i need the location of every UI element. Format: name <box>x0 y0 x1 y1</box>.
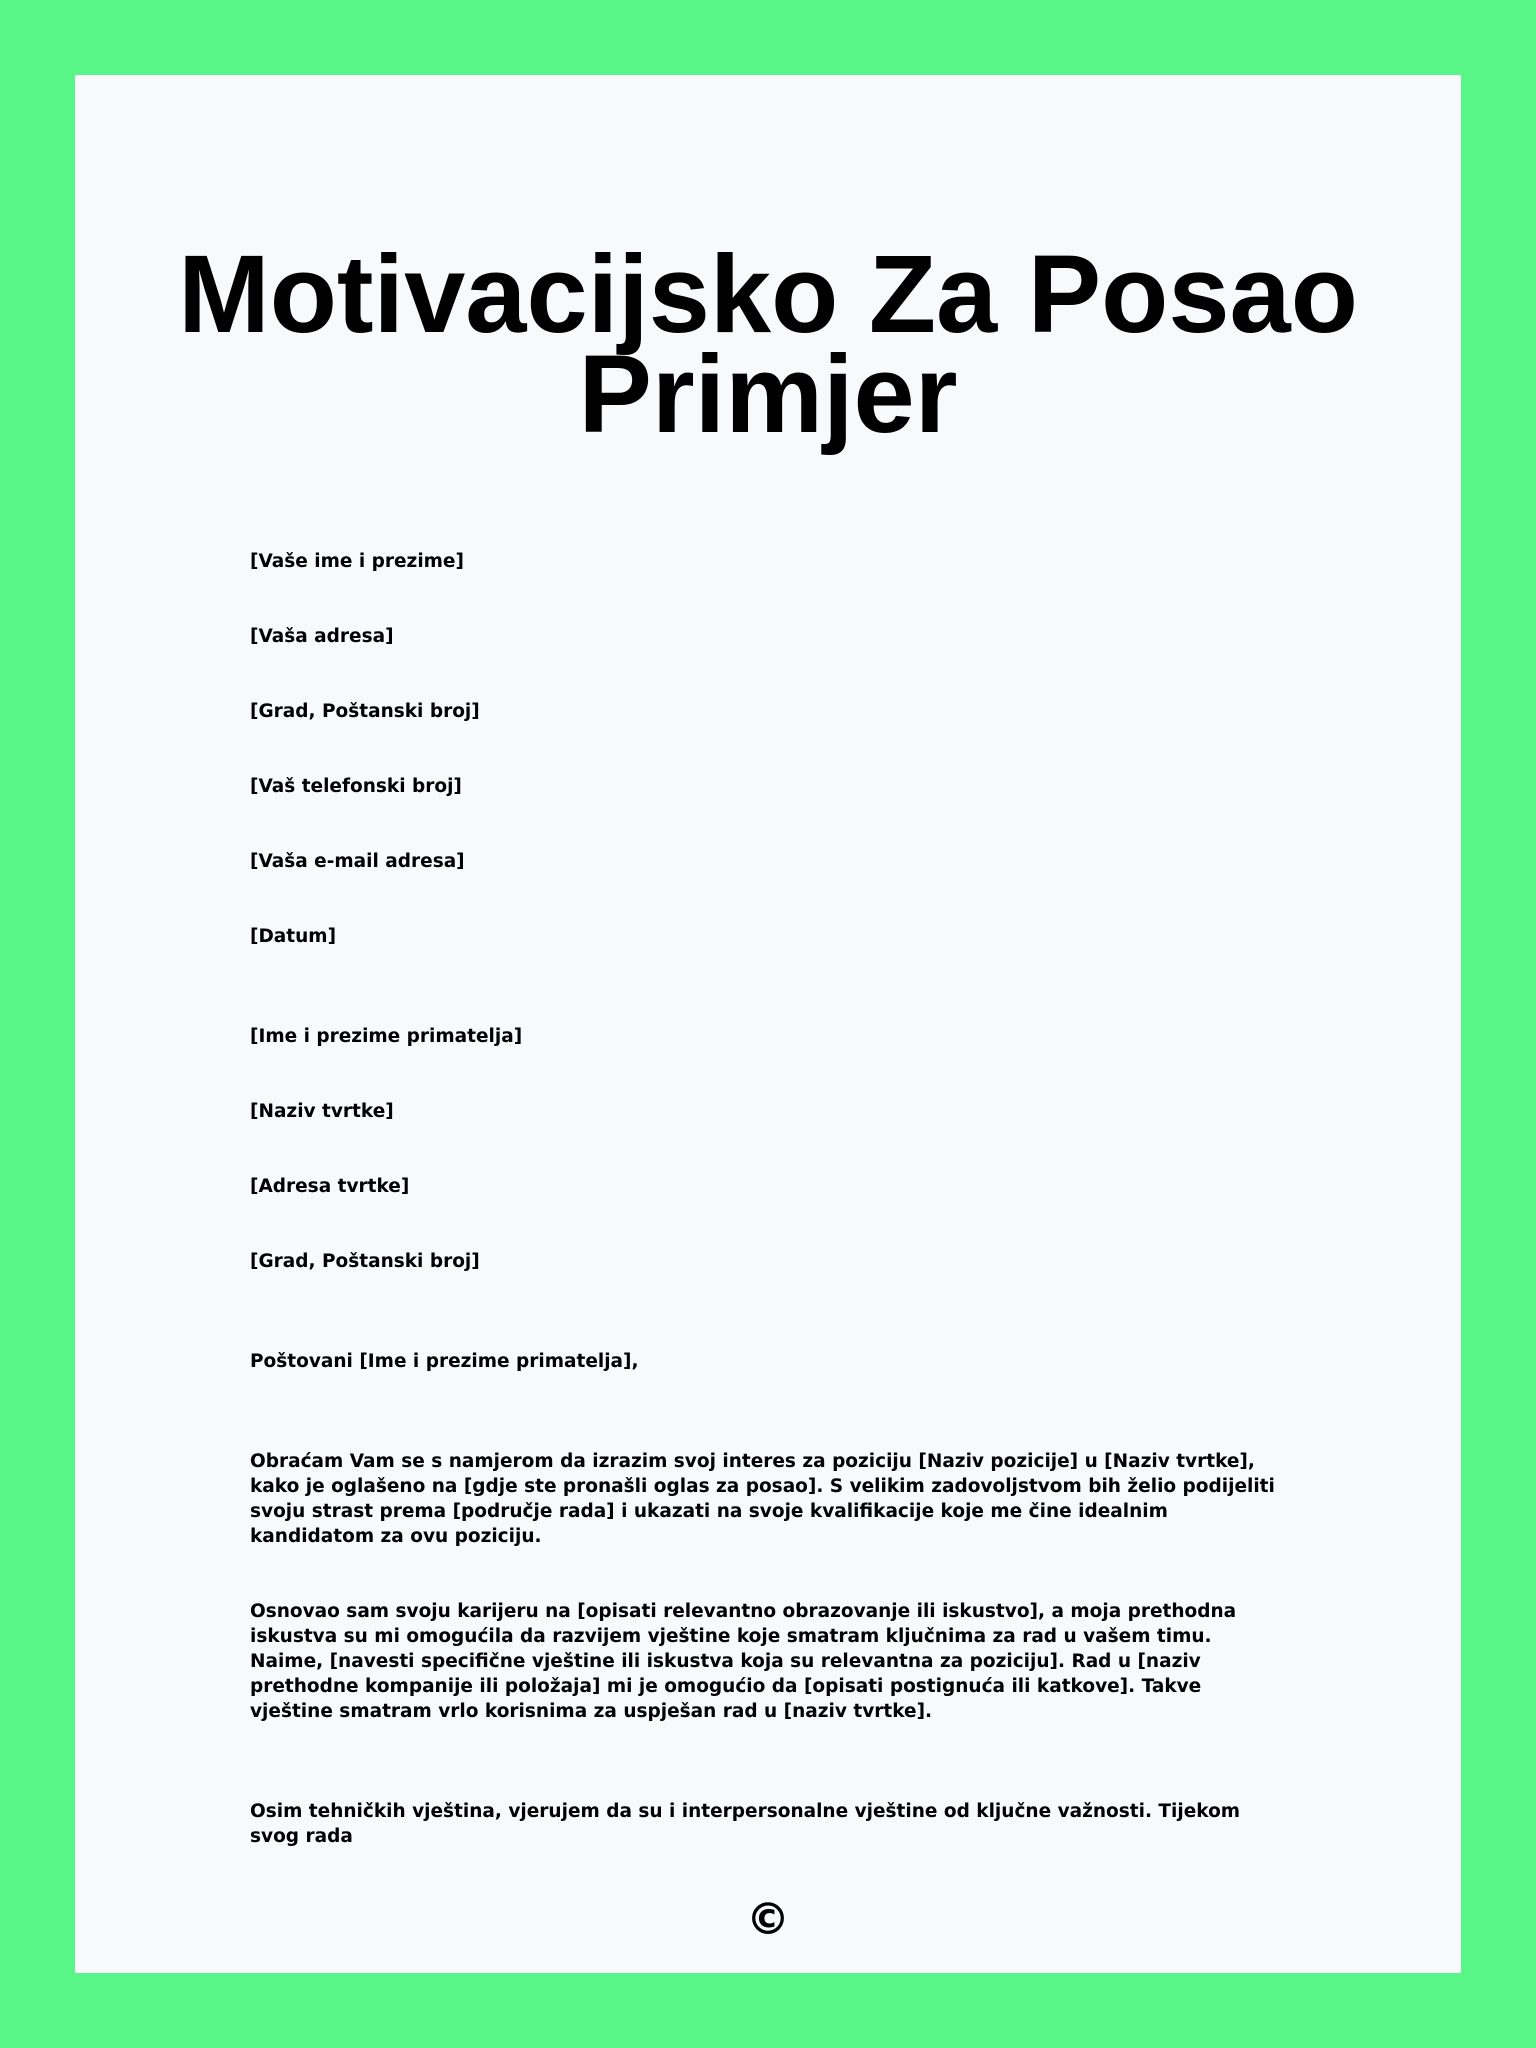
salutation: Poštovani [Ime i prezime primatelja], <box>250 1351 639 1372</box>
sender-address: [Vaša adresa] <box>250 626 394 647</box>
sender-city-zip: [Grad, Poštanski broj] <box>250 701 480 722</box>
document-page <box>75 75 1461 1973</box>
body-paragraph: Obraćam Vam se s namjerom da izrazim svoj interes za poziciju [Naziv pozicije] u [Naziv tvrtke], kako je oglašeno na [gdje ste pronašli oglas za posao]. S velikim zadovoljstvom bih želio podijeliti svoju strast prema [područje rada] i ukazati na svoje kvalifikacije koje me čine idealnim kandidatom za ovu poziciju. <box>250 1451 1275 1547</box>
sender-name: [Vaše ime i prezime] <box>250 551 464 572</box>
body-paragraph: Osnovao sam svoju karijeru na [opisati relevantno obrazovanje ili iskustvo], a moja prethodna iskustva su mi omogućila da razvijem vještine koje smatram ključnima za rad u vašem timu. Naime, [navesti specifične vještine ili iskustva koja su relevantna za poziciju]. Rad u [naziv prethodne kompanije ili položaja] mi je omogućio da [opisati postignuća ili katkove]. Takve vještine smatram vrlo korisnima za uspješan rad u [naziv tvrtke]. <box>250 1601 1237 1722</box>
copyright-icon: © <box>746 1894 790 1945</box>
body-paragraph: Osim tehničkih vještina, vjerujem da su i interpersonalne vještine od ključne važnosti. Tijekom svog rada <box>250 1801 1241 1847</box>
sender-phone: [Vaš telefonski broj] <box>250 776 462 797</box>
document-title: Motivacijsko Za Posao Primjer <box>178 233 1358 456</box>
recipient-company: [Naziv tvrtke] <box>250 1101 394 1122</box>
recipient-name: [Ime i prezime primatelja] <box>250 1026 523 1047</box>
sender-email: [Vaša e-mail adresa] <box>250 851 465 872</box>
letter-date: [Datum] <box>250 926 337 947</box>
recipient-city-zip: [Grad, Poštanski broj] <box>250 1251 480 1272</box>
recipient-address: [Adresa tvrtke] <box>250 1176 410 1197</box>
